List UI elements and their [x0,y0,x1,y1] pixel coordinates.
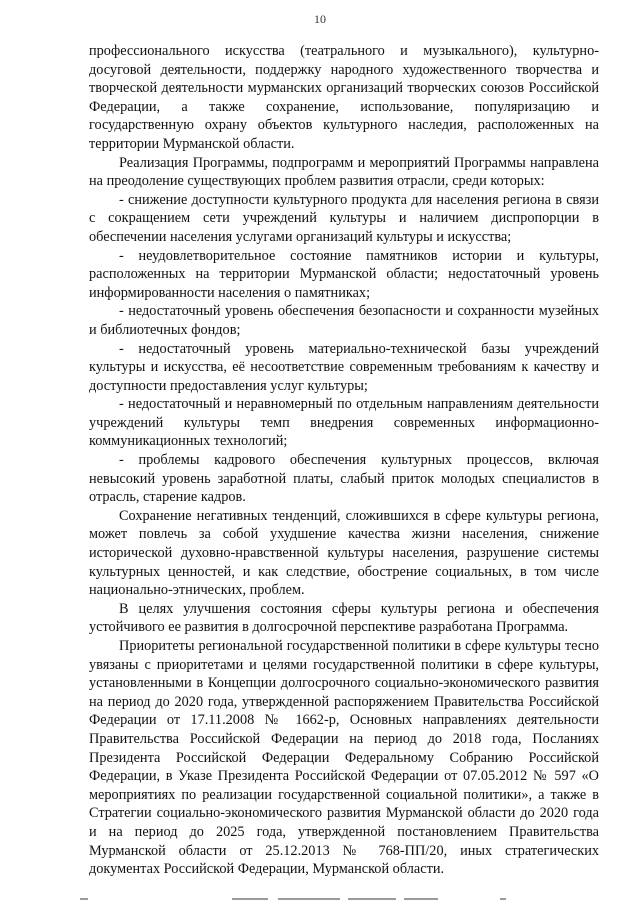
scan-mark [404,898,438,900]
document-body [89,42,599,879]
list-item-accessibility: - снижение доступности культурного продукта для населения региона в связи с сокращением сети учреждений культуры и наличием диспропорции в обеспечении населения услугами организаций культуры и искусства; [89,191,599,245]
scan-mark [278,898,340,900]
list-item-monuments: - неудовлетворительное состояние памятников истории и культуры, расположенных на территории Мурманской области; недостаточный уровень информированности населения о памятниках; [89,247,599,301]
scan-edge-marks [80,898,560,902]
paragraph-policy-priorities: Приоритеты региональной государственной политики в сфере культуры тесно увязаны с приоритетами и целями государственной политики в сфере культуры, установленными в Концепции долгосрочного социально-экономического развития на период до 2020 года, утвержденной распоряжением Правительства Российской Федерации от 17.11.2008 № 1662-р, Основных направлениях деятельности Правительства Российской Федерации на период до 2018 года, Посланиях Президента Российской Федерации Федеральному Собранию Российской Федерации, в Указе Президента Российской Федерации от 07.05.2012 № 597 «О мероприятиях по реализации государственной социальной политики», а также в Стратегии социально-экономического развития Мурманской области до 2020 года и на период до 2025 года, утвержденной постановлением Правительства Мурманской области от 25.12.2013 № 768-ПП/20, иных стратегических документах Российской Федерации, Мурманской области. [89,638,599,878]
scan-mark [500,898,506,900]
paragraph-problems-intro: Реализация Программы, подпрограмм и мероприятий Программы направлена на преодоление существующих проблем развития отрасли, среди которых: [89,154,599,190]
list-item-security: - недостаточный уровень обеспечения безопасности и сохранности музейных и библиотечных фондов; [89,303,599,338]
page-number: 10 [314,12,326,26]
list-item-technologies: - недостаточный и неравномерный по отдельным направлениям деятельности учреждений культуры темп внедрения современных информационно-коммуникационных технологий; [89,396,599,450]
list-item-material-base: - недостаточный уровень материально-технической базы учреждений культуры и искусства, её несоответствие современным требованиям к качеству и доступности предоставления услуг культуры; [89,340,599,394]
scan-mark [80,898,88,900]
list-item-staffing: - проблемы кадрового обеспечения культурных процессов, включая невысокий уровень заработной платы, слабый приток молодых специалистов в отрасль, старение кадров. [89,452,599,506]
paragraph-program-purpose: В целях улучшения состояния сферы культуры региона и обеспечения устойчивого ее развития в долгосрочной перспективе разработана Программа. [89,600,599,636]
scan-mark [348,898,396,900]
paragraph-negative-trends: Сохранение негативных тенденций, сложившихся в сфере культуры региона, может повлечь за собой ухудшение качества жизни населения, снижение исторической духовно-нравственной культуры населения, разрушение системы культурных ценностей, и как следствие, обострение социальных, в том числе национально-этнических, проблем. [89,507,599,599]
paragraph-continuation: профессионального искусства (театрального и музыкального), культурно-досуговой деятельности, поддержку народного художественного творчества и творческой деятельности мурманских организаций творческих союзов Российской Федерации, а также сохранение, использование, популяризацию и государственную охрану объектов культурного наследия, расположенных на территории Мурманской области. [89,43,599,152]
scan-mark [232,898,268,900]
